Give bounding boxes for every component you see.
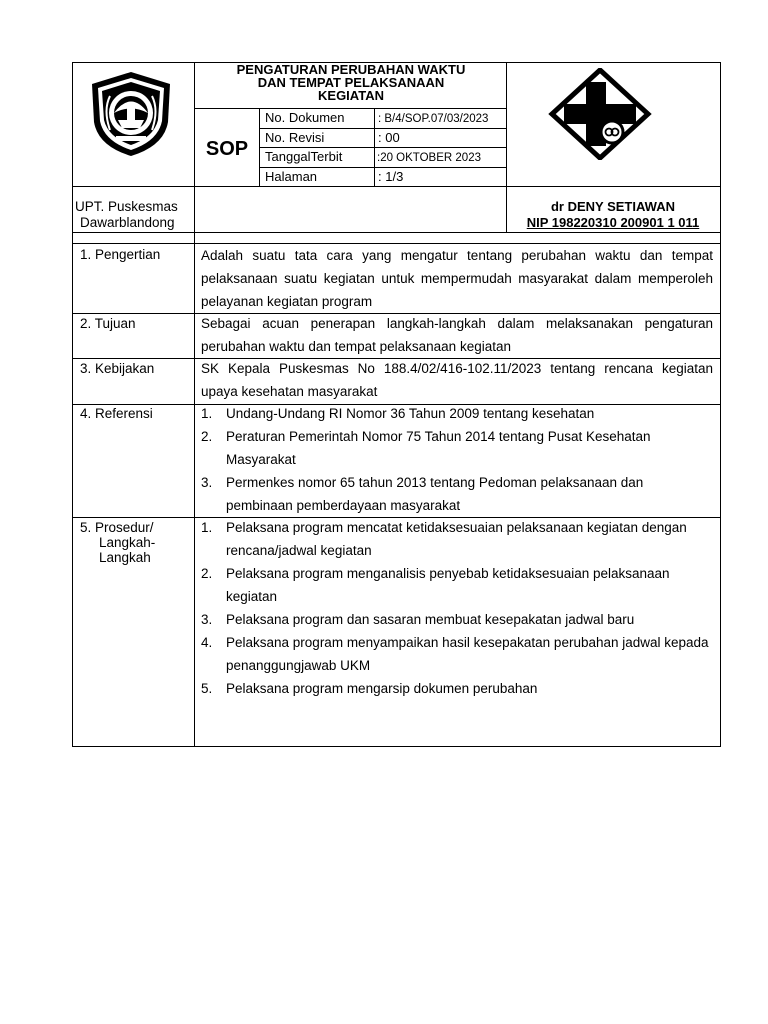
prosedur-list: [201, 516, 713, 700]
signer-name: dr DENY SETIAWAN: [550, 199, 675, 214]
list-text: Permenkes nomor 65 tahun 2013 tentang Pedoman pelaksanaan dan pembinaan pemberdayaan masyarakat: [226, 475, 644, 513]
section-text-kebijakan: SK Kepala Puskesmas No 188.4/02/416-102.11/2023 tentang rencana kegiatan upaya kesehatan masyarakat: [201, 361, 713, 399]
section-label-prosedur-line2: Langkah-: [99, 535, 156, 550]
list-text: Pelaksana program mencatat ketidaksesuaian pelaksanaan kegiatan dengan rencana/jadwal kegiatan: [226, 520, 687, 558]
section-label-referensi: 4. Referensi: [80, 406, 153, 421]
referensi-list: [201, 402, 713, 517]
meta-value-revisi: : 00: [378, 130, 400, 145]
list-item: [201, 471, 713, 517]
list-item: [201, 562, 713, 608]
section-text-pengertian: Adalah suatu tata cara yang mengatur tentang perubahan waktu dan tempat pelaksanaan suatu kegiatan untuk mempermudah masyarakat dalam memperoleh pelayanan kegiatan program: [201, 248, 713, 309]
document-title: PENGATURAN PERUBAHAN WAKTU DAN TEMPAT PELAKSANAAN KEGIATAN: [236, 62, 466, 103]
meta-label-dokumen: No. Dokumen: [265, 110, 345, 125]
list-text: Pelaksana program menyampaikan hasil kesepakatan perubahan jadwal kepada penanggungjawab UKM: [226, 635, 709, 673]
meta-label-revisi: No. Revisi: [265, 130, 325, 145]
puskesmas-logo: [548, 68, 652, 160]
meta-label-tanggal: TanggalTerbit: [265, 149, 343, 164]
section-label-prosedur-line3: Langkah: [99, 550, 151, 565]
list-number: 5.: [201, 681, 213, 696]
list-text: Undang-Undang RI Nomor 36 Tahun 2009 tentang kesehatan: [226, 406, 595, 421]
list-item: [201, 425, 713, 471]
section-label-pengertian: 1. Pengertian: [80, 247, 161, 262]
list-number: 4.: [201, 635, 213, 650]
sop-label: SOP: [205, 138, 249, 160]
section-label-kebijakan: 3. Kebijakan: [80, 361, 155, 376]
list-number: 1.: [201, 520, 213, 535]
meta-value-halaman: : 1/3: [378, 169, 404, 184]
unit-name-line2: Dawarblandong: [80, 215, 175, 230]
list-number: 2.: [201, 429, 213, 444]
list-text: Pelaksana program dan sasaran membuat kesepakatan jadwal baru: [226, 612, 635, 627]
meta-value-tanggal: :20 OKTOBER 2023: [377, 152, 481, 164]
regency-crest-logo: [88, 70, 174, 158]
list-number: 3.: [201, 475, 213, 490]
unit-name-line1: UPT. Puskesmas: [75, 199, 178, 214]
meta-value-dokumen: : B/4/SOP.07/03/2023: [378, 113, 489, 125]
list-item: [201, 516, 713, 562]
list-item: [201, 608, 713, 631]
section-text-tujuan: Sebagai acuan penerapan langkah-langkah dalam melaksanakan pengaturan perubahan waktu dan tempat pelaksanaan kegiatan: [201, 316, 713, 354]
list-number: 2.: [201, 566, 213, 581]
section-label-tujuan: 2. Tujuan: [80, 316, 136, 331]
meta-label-halaman: Halaman: [265, 169, 318, 184]
section-label-prosedur: 5. Prosedur/: [80, 520, 154, 535]
list-text: Pelaksana program menganalisis penyebab ketidaksesuaian pelaksanaan kegiatan: [226, 566, 670, 604]
list-item: [201, 631, 713, 677]
list-text: Peraturan Pemerintah Nomor 75 Tahun 2014 tentang Pusat Kesehatan Masyarakat: [226, 429, 651, 467]
list-item: [201, 402, 713, 425]
list-item: [201, 677, 713, 700]
list-number: 3.: [201, 612, 213, 627]
signer-nip: NIP 198220310 200901 1 011: [526, 215, 700, 230]
list-text: Pelaksana program mengarsip dokumen perubahan: [226, 681, 538, 696]
list-number: 1.: [201, 406, 213, 421]
